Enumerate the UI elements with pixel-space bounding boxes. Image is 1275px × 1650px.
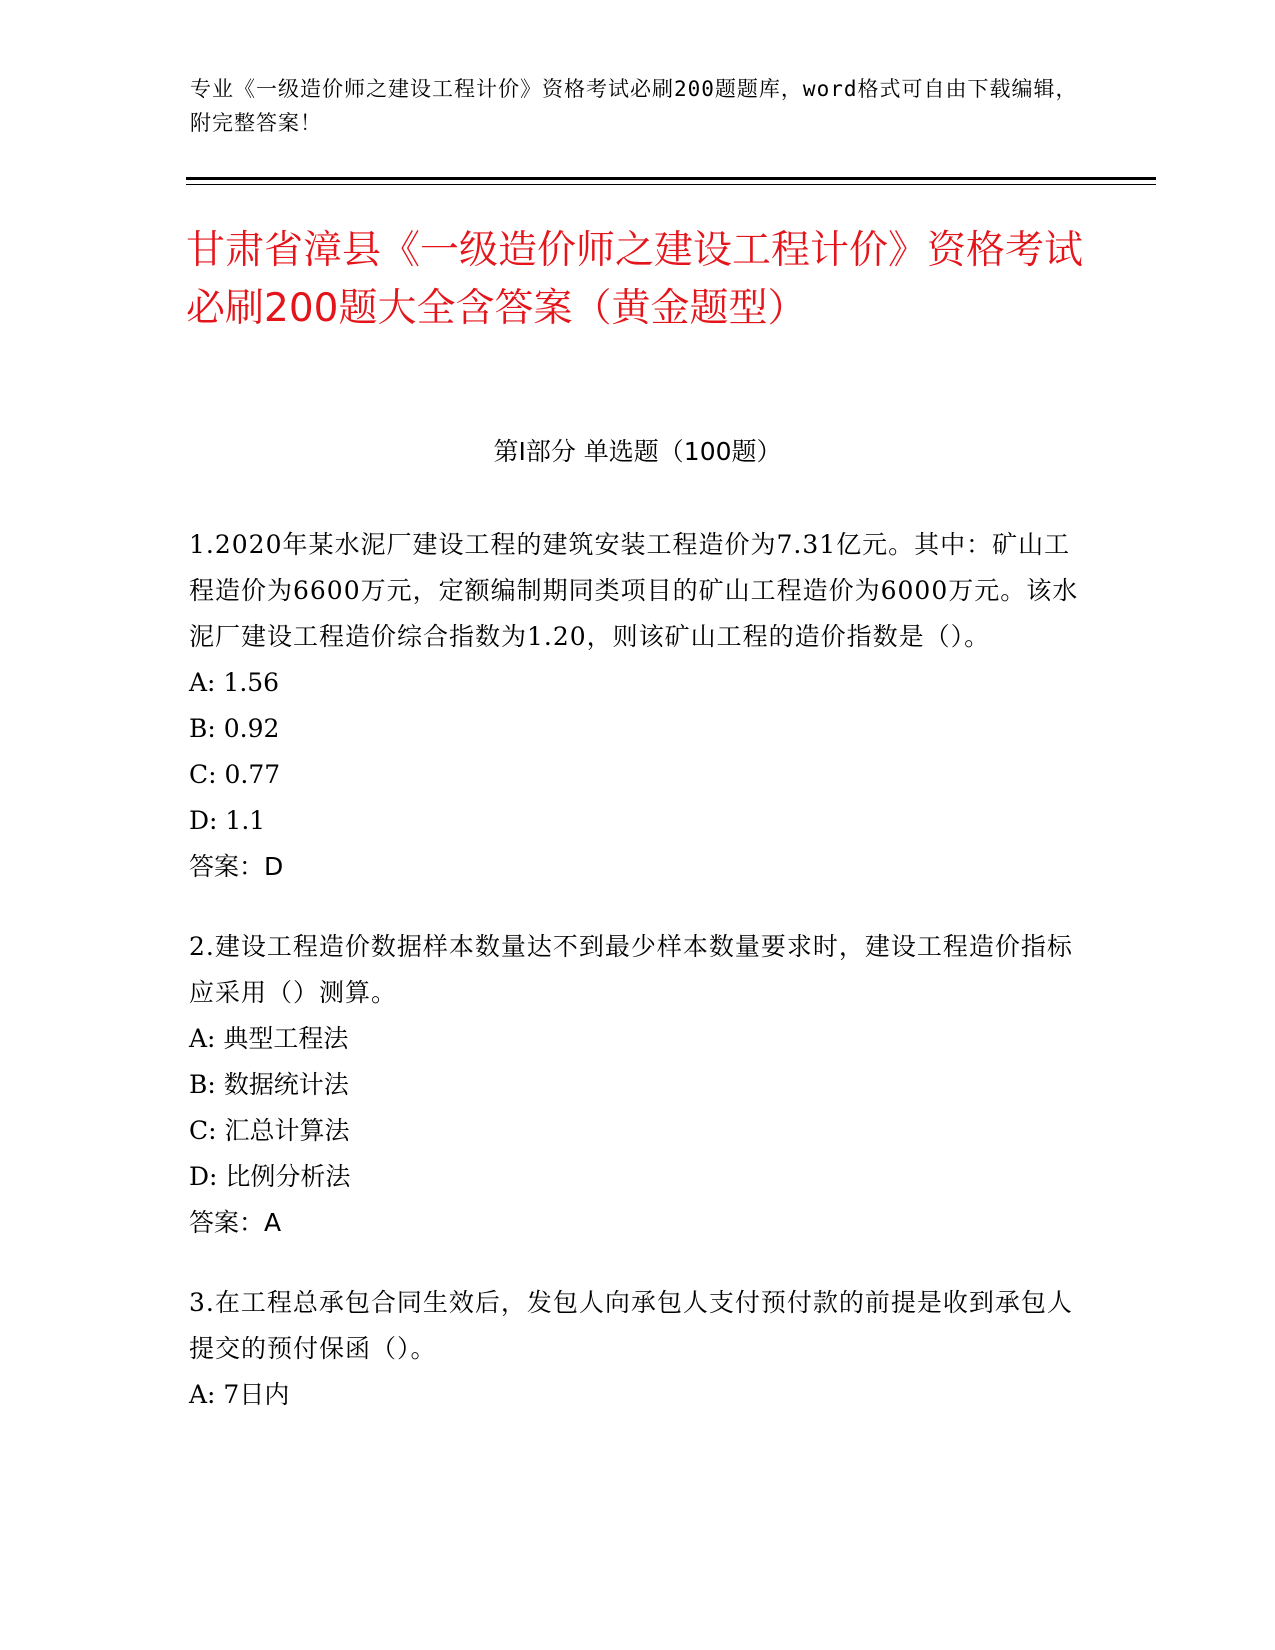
option-c: C: 汇总计算法	[189, 1116, 350, 1145]
document-title: 甘肃省漳县《一级造价师之建设工程计价》资格考试必刷200题大全含答案（黄金题型）	[186, 228, 1084, 331]
option-a: A: 7日内	[189, 1380, 290, 1409]
question-2	[189, 924, 1079, 1246]
option-a: A: 1.56	[189, 668, 280, 697]
answer: 答案：A	[189, 1208, 282, 1237]
option-b: B: 0.92	[189, 714, 280, 743]
question-text: 3.在工程总承包合同生效后，发包人向承包人支付预付款的前提是收到承包人提交的预付保函（）。	[189, 1288, 1073, 1363]
answer: 答案：D	[189, 852, 284, 881]
question-3	[189, 1280, 1079, 1418]
header-note: 专业《一级造价师之建设工程计价》资格考试必刷200题题库，word格式可自由下载编辑，附完整答案！	[190, 77, 1078, 135]
option-a: A: 典型工程法	[189, 1024, 349, 1053]
question-1	[189, 522, 1079, 890]
question-list	[189, 522, 1079, 1452]
question-text: 1.2020年某水泥厂建设工程的建筑安装工程造价为7.31亿元。其中：矿山工程造价为6600万元，定额编制期同类项目的矿山工程造价为6000万元。该水泥厂建设工程造价综合指数为1.20，则该矿山工程的造价指数是（）。	[189, 530, 1079, 651]
section-title: 第I部分 单选题（100题）	[493, 437, 782, 466]
header-rule-thin	[186, 184, 1156, 185]
option-d: D: 1.1	[189, 806, 266, 835]
option-b: B: 数据统计法	[189, 1070, 349, 1099]
header-rule-thick	[186, 177, 1156, 180]
option-c: C: 0.77	[189, 760, 281, 789]
option-d: D: 比例分析法	[189, 1162, 351, 1191]
question-text: 2.建设工程造价数据样本数量达不到最少样本数量要求时，建设工程造价指标应采用（）测算。	[189, 932, 1073, 1007]
